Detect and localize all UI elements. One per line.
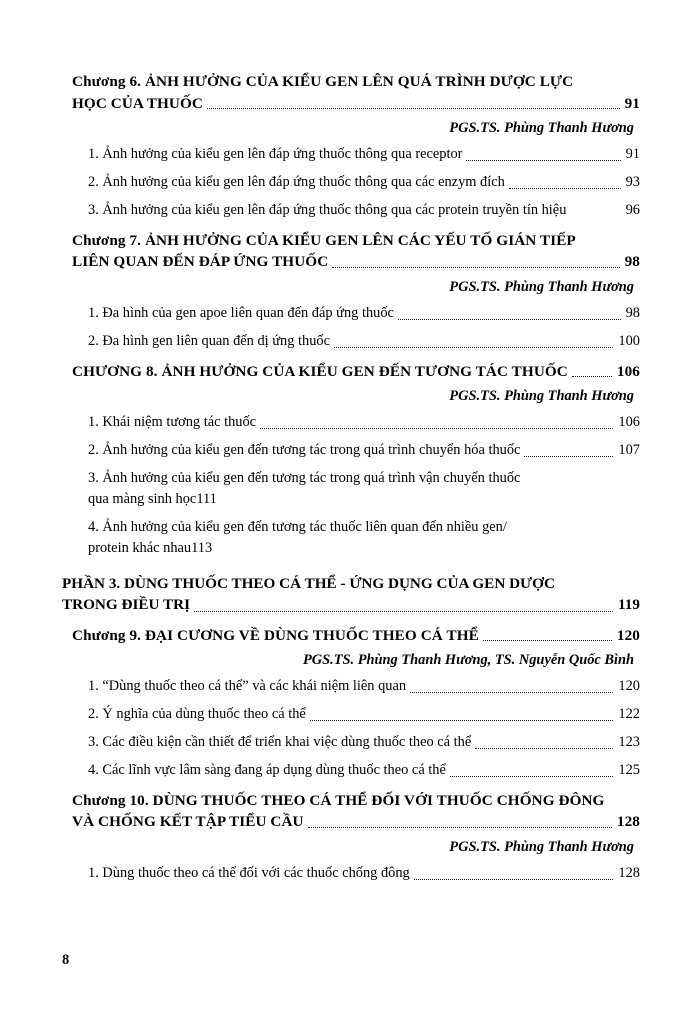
toc-entry-line — [88, 489, 640, 510]
toc-entry-text: 1. Dùng thuốc theo cá thể đối với các thuốc chống đông — [88, 864, 410, 881]
toc-entry[interactable] — [62, 303, 640, 324]
dot-leader — [334, 347, 613, 348]
toc-page-number: 96 — [625, 201, 640, 218]
toc-heading-line — [62, 594, 640, 616]
toc-page-number: 123 — [618, 734, 640, 750]
toc-entry-text: protein khác nhau — [88, 539, 192, 556]
dot-leader — [466, 160, 620, 161]
toc-entry-text: 1. Đa hình của gen apoe liên quan đến đáp ứng thuốc — [88, 304, 394, 321]
toc-author-line: PGS.TS. Phùng Thanh Hương — [449, 838, 634, 855]
toc-heading-line — [72, 811, 640, 833]
toc-heading-text: TRONG ĐIỀU TRỊ — [62, 596, 190, 614]
dot-leader — [410, 692, 613, 693]
toc-author-line: PGS.TS. Phùng Thanh Hương — [449, 120, 634, 137]
dot-leader — [332, 267, 619, 268]
dot-leader — [483, 640, 612, 641]
toc-entry-text: 2. Ảnh hưởng của kiểu gen đến tương tác trong quá trình chuyển hóa thuốc — [88, 442, 521, 459]
toc-entry-text: qua màng sinh học — [88, 490, 197, 507]
toc-page-number: 98 — [625, 304, 640, 321]
toc-entry[interactable] — [62, 144, 640, 165]
toc-entry-text: 4. Các lĩnh vực lâm sàng đang áp dụng dùng thuốc theo cá thể — [88, 761, 446, 778]
toc-page-number: 120 — [616, 626, 640, 644]
toc-entry[interactable] — [62, 676, 640, 697]
dot-leader — [194, 611, 613, 612]
toc-entry-text: 3. Ảnh hưởng của kiểu gen lên đáp ứng thuốc thông qua các protein truyền tín hiệu — [88, 201, 567, 218]
page-number: 8 — [62, 952, 70, 968]
toc-entry-text: 2. Ảnh hưởng của kiểu gen lên đáp ứng thuốc thông qua các enzym đích — [88, 174, 505, 191]
toc-page-number: 91 — [624, 94, 640, 112]
toc-page-number: 93 — [625, 174, 640, 191]
toc-chapter-heading[interactable] — [62, 625, 640, 647]
toc-heading-line — [72, 361, 640, 383]
toc-entry-line — [88, 704, 640, 725]
toc-entry-line — [88, 303, 640, 324]
toc-entry-line — [88, 440, 640, 461]
table-of-contents — [62, 71, 640, 884]
toc-page-number: 111 — [196, 490, 217, 507]
toc-page-number: 119 — [618, 596, 640, 614]
toc-page-number: 100 — [618, 332, 640, 349]
toc-page-number: 107 — [618, 442, 640, 459]
toc-entry-line — [88, 331, 640, 352]
toc-chapter-heading[interactable] — [62, 71, 640, 114]
toc-entry[interactable] — [62, 760, 640, 781]
toc-entry[interactable] — [62, 172, 640, 193]
toc-entry-line — [88, 863, 640, 884]
toc-heading-line — [72, 251, 640, 273]
toc-page-number: 106 — [618, 414, 640, 431]
dot-leader — [524, 456, 613, 457]
dot-leader — [310, 720, 614, 721]
toc-entry[interactable] — [62, 200, 640, 221]
toc-entry-line — [88, 676, 640, 697]
toc-entry-line — [88, 732, 640, 753]
toc-heading-text: CHƯƠNG 8. ẢNH HƯỞNG CỦA KIỂU GEN ĐẾN TƯƠNG TÁC THUỐC — [72, 362, 568, 380]
toc-page-number: 98 — [624, 253, 640, 271]
toc-heading-text: VÀ CHỐNG KẾT TẬP TIỂU CẦU — [72, 813, 304, 831]
toc-page-number: 125 — [618, 761, 640, 778]
toc-entry-line — [88, 412, 640, 433]
toc-entry-text: 2. Ý nghĩa của dùng thuốc theo cá thể — [88, 706, 306, 723]
toc-entry[interactable] — [62, 440, 640, 461]
toc-author-line: PGS.TS. Phùng Thanh Hương, TS. Nguyễn Quốc Bình — [302, 652, 634, 669]
toc-entry-text: 3. Ảnh hưởng của kiểu gen đến tương tác trong quá trình vận chuyển thuốc — [88, 470, 521, 487]
toc-author-line: PGS.TS. Phùng Thanh Hương — [449, 388, 634, 405]
dot-leader — [260, 428, 613, 429]
toc-entry-text: 1. Khái niệm tương tác thuốc — [88, 414, 257, 431]
toc-page-number: 91 — [625, 146, 640, 163]
toc-page-number: 106 — [616, 362, 640, 380]
toc-page-number: 120 — [618, 678, 640, 695]
toc-heading-line: Chương 10. DÙNG THUỐC THEO CÁ THỂ ĐỐI VỚI THUỐC CHỐNG ĐÔNG — [72, 791, 605, 809]
dot-leader — [509, 188, 621, 189]
toc-entry-line — [88, 172, 640, 193]
toc-entry-text: 3. Các điều kiện cần thiết để triển khai việc dùng thuốc theo cá thể — [88, 734, 472, 750]
toc-heading-line: Chương 6. ẢNH HƯỞNG CỦA KIỂU GEN LÊN QUÁ TRÌNH DƯỢC LỰC — [72, 73, 574, 90]
dot-leader — [398, 319, 621, 320]
toc-heading-line — [72, 625, 640, 647]
toc-entry-line — [88, 538, 640, 559]
dot-leader — [450, 776, 614, 777]
toc-entry[interactable] — [62, 412, 640, 433]
toc-entry[interactable] — [62, 863, 640, 884]
toc-entry[interactable] — [62, 517, 640, 559]
toc-part-heading[interactable] — [62, 573, 640, 616]
toc-heading-text: HỌC CỦA THUỐC — [72, 94, 203, 112]
toc-page-number: 113 — [191, 539, 213, 556]
dot-leader — [207, 108, 620, 109]
toc-chapter-heading[interactable] — [62, 230, 640, 273]
toc-entry[interactable] — [62, 468, 640, 510]
toc-chapter-heading[interactable] — [62, 361, 640, 383]
toc-entry-text: 2. Đa hình gen liên quan đến dị ứng thuốc — [88, 332, 330, 349]
toc-heading-text: Chương 9. ĐẠI CƯƠNG VỀ DÙNG THUỐC THEO CÁ THỂ — [72, 626, 479, 644]
dot-leader — [572, 376, 612, 377]
toc-heading-line: Chương 7. ẢNH HƯỞNG CỦA KIỂU GEN LÊN CÁC YẾU TỐ GIÁN TIẾP — [72, 231, 576, 249]
toc-chapter-heading[interactable] — [62, 790, 640, 833]
toc-entry[interactable] — [62, 732, 640, 753]
dot-leader — [308, 827, 612, 828]
toc-entry-text: 1. “Dùng thuốc theo cá thể” và các khái niệm liên quan — [88, 678, 407, 695]
toc-page-number: 128 — [616, 813, 640, 831]
toc-heading-line — [72, 93, 640, 115]
toc-entry-text: 1. Ảnh hưởng của kiểu gen lên đáp ứng thuốc thông qua receptor — [88, 146, 463, 163]
toc-page-number: 128 — [618, 864, 640, 881]
toc-heading-line: PHẦN 3. DÙNG THUỐC THEO CÁ THỂ - ỨNG DỤNG CỦA GEN DƯỢC — [62, 574, 555, 592]
toc-entry-line — [88, 760, 640, 781]
toc-entry[interactable] — [62, 704, 640, 725]
toc-entry-line — [88, 200, 640, 221]
toc-entry[interactable] — [62, 331, 640, 352]
toc-author-line: PGS.TS. Phùng Thanh Hương — [449, 278, 634, 295]
toc-entry-line — [88, 144, 640, 165]
dot-leader — [475, 748, 613, 749]
toc-page-number: 122 — [618, 706, 640, 723]
dot-leader — [414, 879, 614, 880]
toc-heading-text: LIÊN QUAN ĐẾN ĐÁP ỨNG THUỐC — [72, 253, 329, 271]
toc-entry-text: 4. Ảnh hưởng của kiểu gen đến tương tác thuốc liên quan đến nhiều gen/ — [88, 518, 507, 535]
